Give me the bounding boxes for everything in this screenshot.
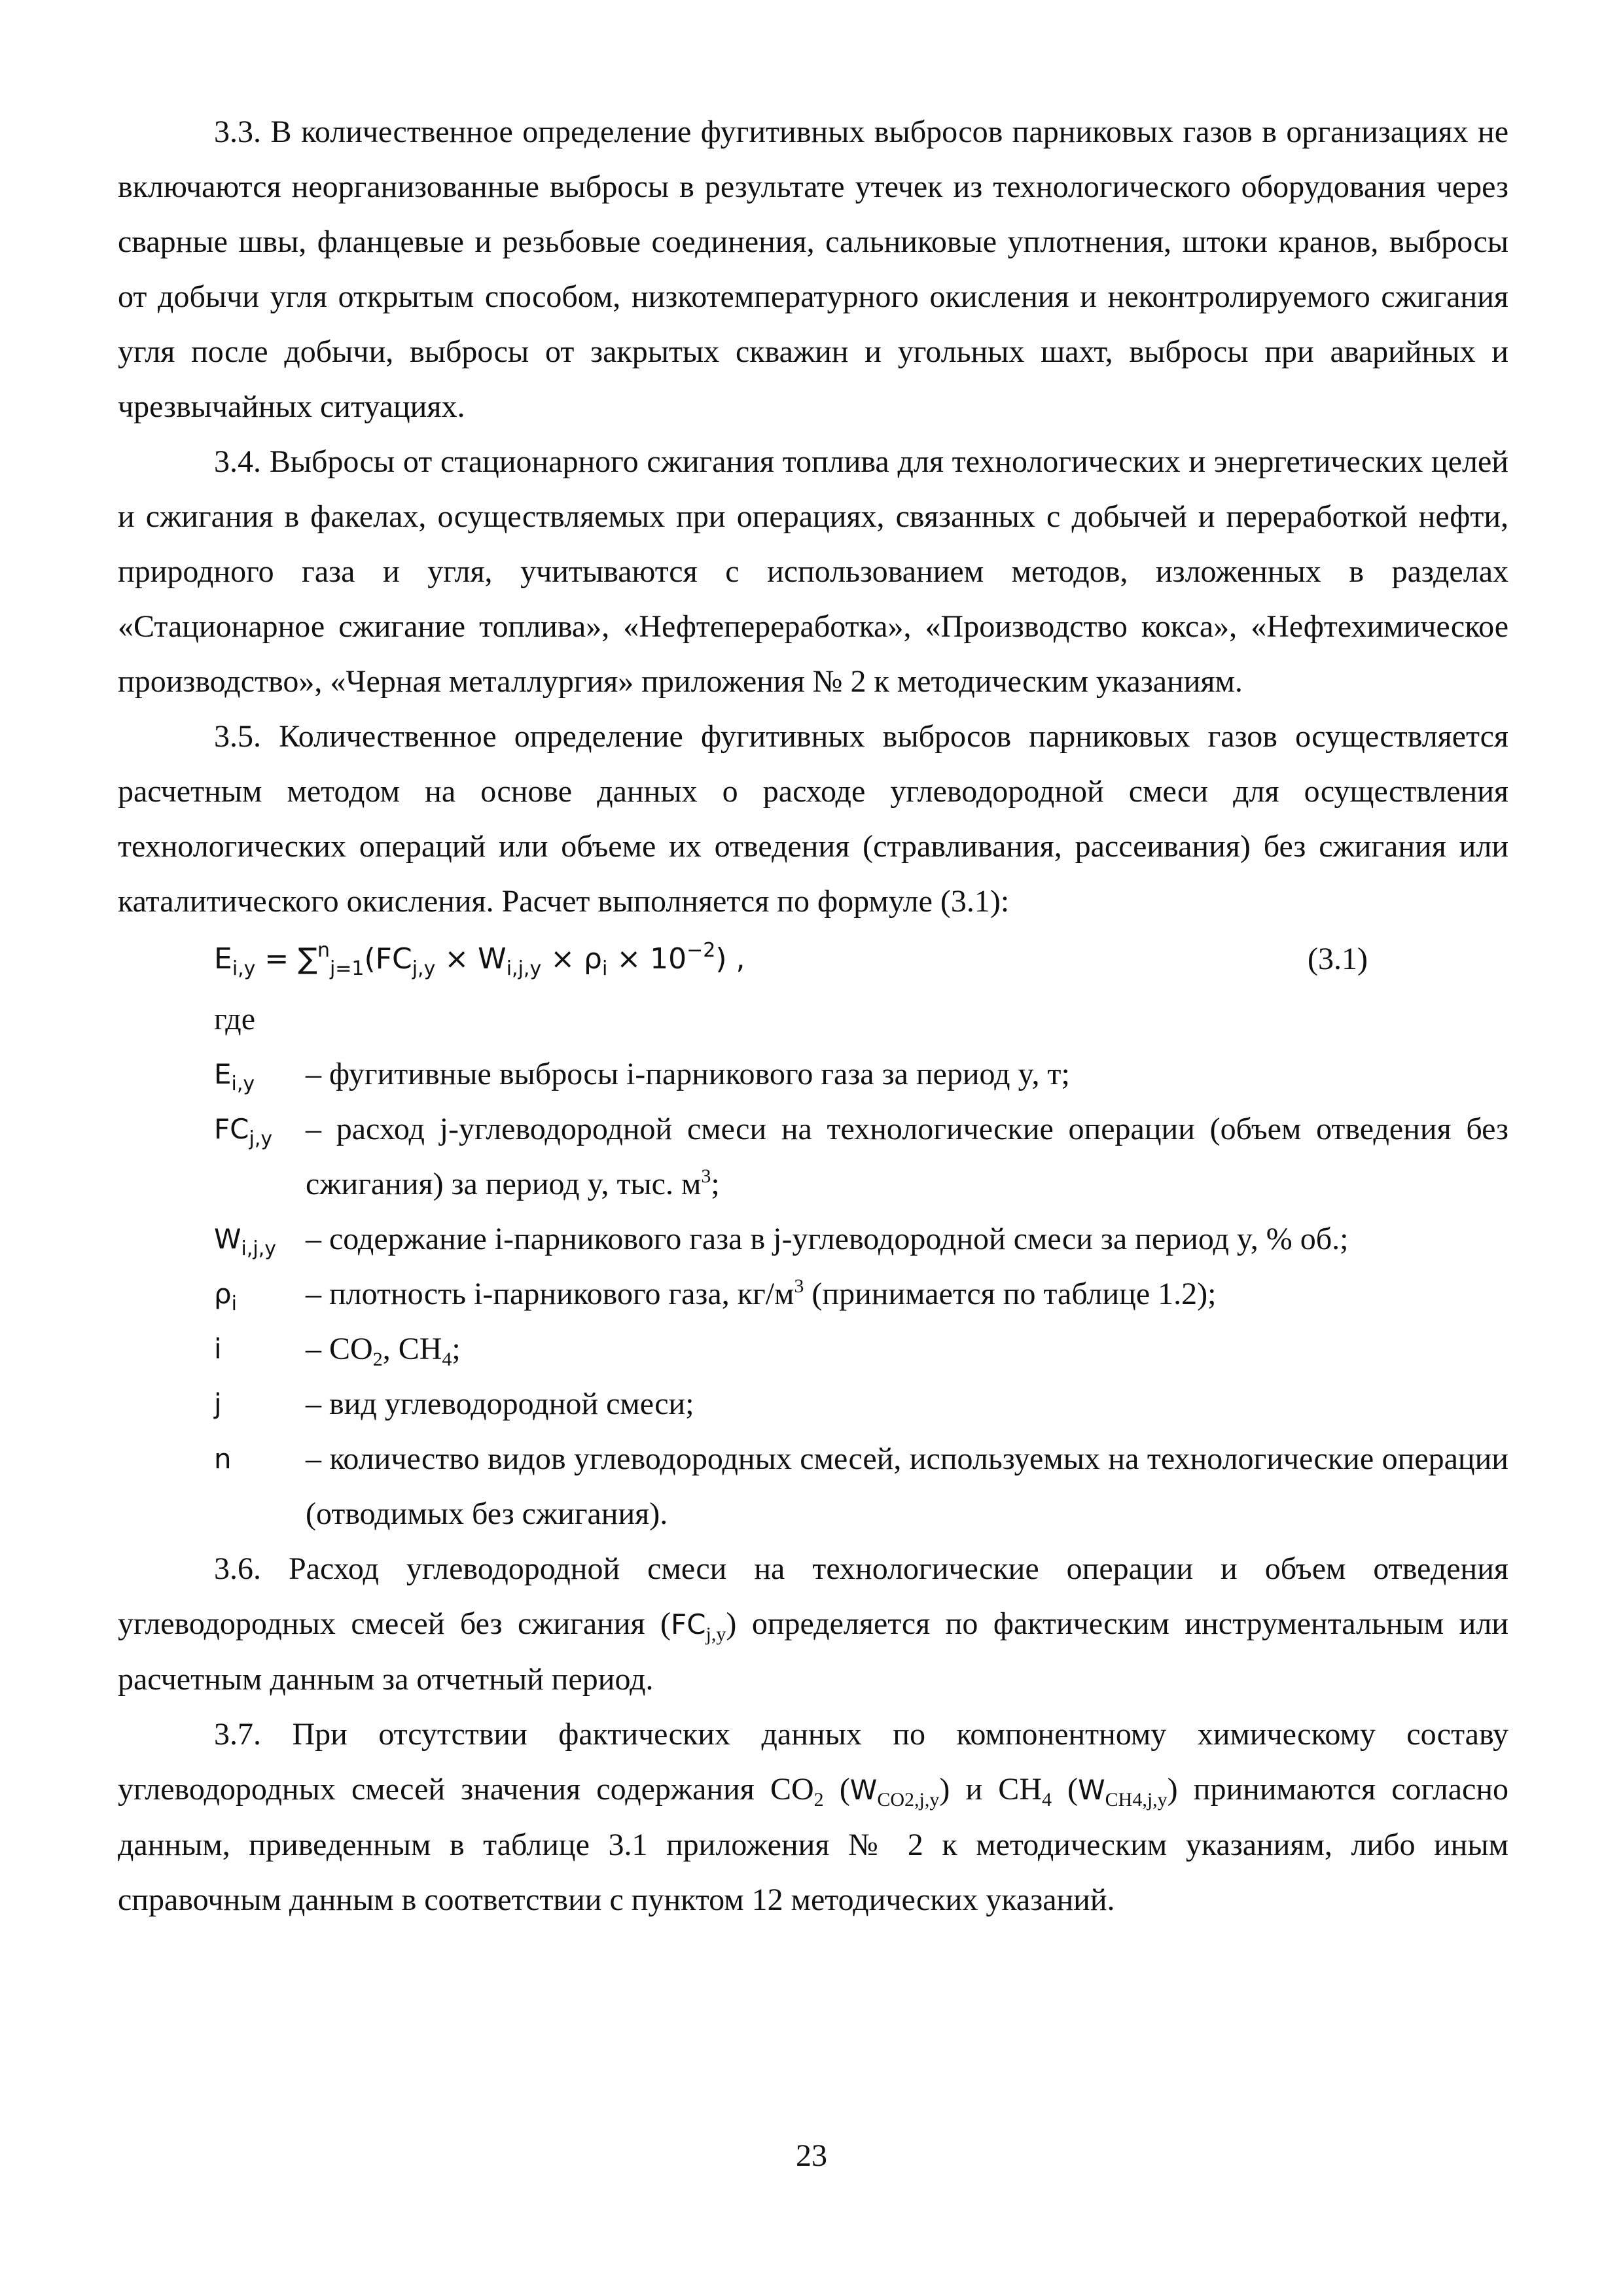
body-text	[118, 105, 1508, 1928]
definition-rho: $\rho_i$ – плотность i-парникового газа, $кг/м^3$ (принимается по таблице 1.2);	[214, 1275, 1217, 1315]
paragraph-3-6: 3.6. Расход углеводородной смеси на технологические операции и объем отведения углеводородных смесей без сжигания $(FC_{j,y})$ определяется по фактическим инструментальным или расчетным данным за отчетный период.	[118, 1551, 1508, 1697]
formula-number: (3.1)	[1308, 942, 1368, 976]
paragraph-3-3: 3.3. В количественное определение фугитивных выбросов парниковых газов в организациях не включаются неорганизованные выбросы в результате утечек из технологического оборудования через сварные швы, фланцевые и резьбовые соединения, сальниковые уплотнения, штоки кранов, выбросы от добычи угля открытым способом, низкотемпературного окисления и неконтролируемого сжигания угля после добычи, выбросы от закрытых скважин и угольных шахт, выбросы при аварийных и чрезвычайных ситуациях.	[118, 115, 1508, 424]
where-label: где	[214, 1002, 256, 1036]
paragraph-3-4: 3.4. Выбросы от стационарного сжигания топлива для технологических и энергетических целей и сжигания в факелах, осуществляемых при операциях, связанных с добычей и переработкой нефти, природного газа и угля, учитываются с использованием методов, изложенных в разделах «Стационарное сжигание топлива», «Нефтепереработка», «Производство кокса», «Нефтехимическое производство», «Черная металлургия» приложения № 2 к методическим указаниям.	[118, 444, 1508, 699]
paragraph-3-5: 3.5. Количественное определение фугитивных выбросов парниковых газов осуществляется расчетным методом на основе данных о расходе углеводородной смеси для осуществления технологических операций или объеме их отведения (стравливания, рассеивания) без сжигания или каталитического окисления. Расчет выполняется по формуле (3.1):	[118, 719, 1508, 919]
definition-j: j – вид углеводородной смеси;	[214, 1386, 694, 1421]
definition-w: $W_{i,j,y}$ – содержание i-парникового газа в j-углеводородной смеси за период y, % об.;	[214, 1222, 1349, 1260]
definition-e: $E_{i,y}$ – фугитивные выбросы i-парникового газа за период y, т;	[214, 1057, 1070, 1095]
definition-fc: $FC_{j,y}$ – расход j-углеводородной смеси на технологические операции (объем отведения без сжигания) за период y, тыс. $м^3$;	[214, 1112, 1508, 1201]
paragraph-3-7: 3.7. При отсутствии фактических данных по компонентному химическому составу углеводородных смесей значения содержания $CO_2$ $(W_{CO2,j,y})$ и $CH_4$ $(W_{CH4,j,y})$ принимаются согласно данным, приведенным в таблице 3.1 приложения № 2 к методическим указаниям, либо иным справочным данным в соответствии с пунктом 12 методических указаний.	[118, 1717, 1508, 1917]
definitions-list	[214, 1047, 1508, 1542]
definition-n: n – количество видов углеводородных смесей, используемых на технологические операции (отводимых без сжигания).	[214, 1441, 1508, 1531]
page-number: 23	[796, 2138, 827, 2173]
formula-3-1	[118, 932, 1508, 992]
definition-i: i – $CO_2$, $CH_4$;	[214, 1332, 461, 1370]
formula-expression: $E_{i,y} = \sum^n_{j=1}(FC_{j,y} \times W_{i,j,y} \times \rho_i \times 10^{-2})$ ,	[214, 939, 745, 980]
